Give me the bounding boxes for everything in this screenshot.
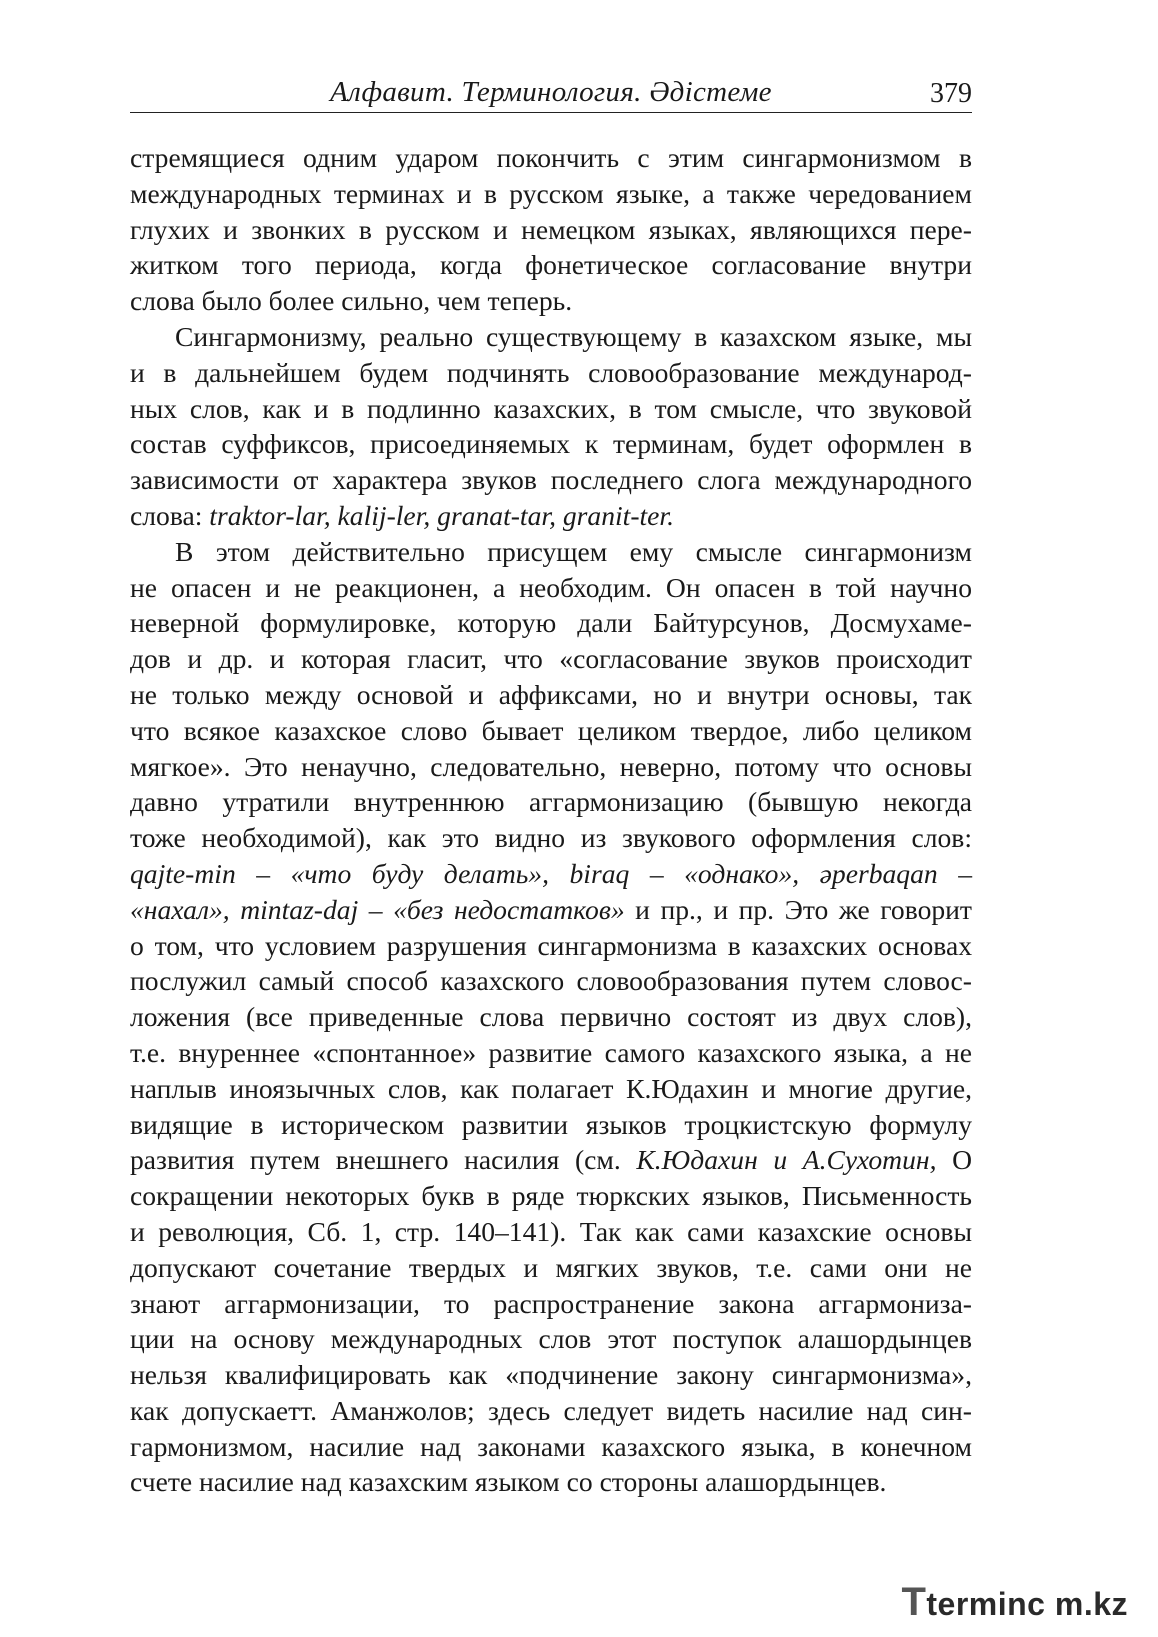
text-run: неверной формулировке, которую дали Байтурсунов, Досмухаме-	[130, 607, 972, 639]
text-line	[130, 1214, 972, 1250]
text-run: О	[936, 1144, 972, 1176]
text-run: что всякое казахское слово бывает целиком твердое, либо целиком	[130, 714, 972, 746]
italic-text: qajte-min – «что буду делать», biraq – «однако», əperbaqan –	[130, 857, 972, 889]
text-line	[130, 1107, 972, 1143]
text-run: гармонизмом, насилие над законами казахского языка, в конечном	[130, 1430, 972, 1462]
text-run: знают аггармонизации, то распространение закона аггармониза-	[130, 1287, 972, 1319]
text-run: зависимости от характера звуков последнего слога международного	[130, 464, 972, 496]
italic-text: К.Юдахин и А.Сухотин,	[636, 1144, 937, 1176]
text-run: сокращении некоторых букв в ряде тюркских языков, Письменность	[130, 1180, 972, 1212]
text-run: слова:	[130, 499, 210, 531]
paragraph	[130, 319, 972, 534]
text-line	[130, 713, 972, 749]
page-number: 379	[930, 78, 972, 109]
text-line	[130, 892, 972, 928]
text-line	[130, 677, 972, 713]
text-run: стремящиеся одним ударом покончить с этим сингармонизмом в	[130, 142, 972, 173]
text-line	[130, 391, 972, 427]
text-run: житком того периода, когда фонетическое согласование внутри	[130, 249, 972, 281]
text-run: т.е. внуреннее «спонтанное» развитие самого казахского языка, а не	[130, 1036, 972, 1068]
watermark-mark: T	[901, 1580, 927, 1624]
text-run: допускают сочетание твердых и мягких звуков, т.е. сами они не	[130, 1251, 972, 1283]
text-line	[130, 319, 972, 355]
text-line	[130, 641, 972, 677]
text-line	[130, 1178, 972, 1214]
text-run: не опасен и не реакционен, а необходим. Он опасен в той научно	[130, 571, 972, 603]
text-line	[130, 1035, 972, 1071]
text-line	[130, 856, 972, 892]
text-line	[130, 426, 972, 462]
text-run: нельзя квалифицировать как «подчинение закону сингармонизма»,	[130, 1359, 972, 1391]
text-line	[130, 1286, 972, 1322]
text-line	[130, 498, 972, 534]
text-line	[130, 1321, 972, 1357]
text-run: и пр., и пр. Это же говорит	[624, 893, 972, 925]
text-run: глухих и звонких в русском и немецком языках, являющихся пере-	[130, 213, 972, 245]
paragraph	[130, 534, 972, 1501]
text-line	[130, 1393, 972, 1429]
italic-text: «нахал», mintaz-daj – «без недостатков»	[130, 893, 625, 925]
italic-text: traktor-lar, kalij-ler, granat-tar, granit-ter.	[209, 499, 675, 531]
text-line	[130, 963, 972, 999]
text-run: и в дальнейшем будем подчинять словообразование международ-	[130, 356, 972, 388]
text-run: международных терминах и в русском языке, а также чередованием	[130, 177, 972, 209]
text-line	[130, 570, 972, 606]
text-run: наплыв иноязычных слов, как полагает К.Юдахин и многие другие,	[130, 1072, 972, 1104]
text-line	[130, 247, 972, 283]
text-line	[130, 283, 972, 319]
text-run: ложения (все приведенные слова первично состоят из двух слов),	[130, 1001, 972, 1033]
text-run: давно утратили внутреннюю аггармонизацию (бывшую некогда	[130, 786, 972, 818]
running-header-title: Алфавит. Терминология. Әдістеме	[330, 76, 772, 108]
text-line	[130, 534, 972, 570]
text-run: тоже необходимой), как это видно из звукового оформления слов:	[130, 822, 972, 854]
text-line	[130, 1429, 972, 1465]
text-line	[130, 784, 972, 820]
text-line	[130, 749, 972, 785]
text-line	[130, 1464, 972, 1500]
text-run: Сингармонизму, реально существующему в казахском языке, мы	[175, 320, 972, 352]
text-run: ных слов, как и в подлинно казахских, в том смысле, что звуковой	[130, 392, 972, 424]
text-run: и революция, Сб. 1, стр. 140–141). Так как сами казахские основы	[130, 1215, 972, 1247]
watermark-text: terminc m.kz	[926, 1586, 1128, 1622]
text-line	[130, 355, 972, 391]
text-run: дов и др. и которая гласит, что «согласование звуков происходит	[130, 643, 972, 675]
text-line	[130, 1071, 972, 1107]
text-run: ции на основу международных слов этот поступок алашордынцев	[130, 1323, 972, 1355]
body-text	[130, 140, 972, 1500]
paragraph	[130, 140, 972, 319]
text-line	[130, 1142, 972, 1178]
text-line	[130, 605, 972, 641]
text-run: не только между основой и аффиксами, но и внутри основы, так	[130, 678, 972, 710]
text-run: о том, что условием разрушения сингармонизма в казахских основах	[130, 929, 972, 961]
text-run: мягкое». Это ненаучно, следовательно, неверно, потому что основы	[130, 750, 972, 782]
text-run: состав суффиксов, присоединяемых к терминам, будет оформлен в	[130, 428, 972, 460]
text-run: развития путем внешнего насилия (см.	[130, 1144, 637, 1176]
text-line	[130, 1357, 972, 1393]
running-header	[130, 72, 972, 113]
text-run: В этом действительно присущем ему смысле сингармонизм	[175, 535, 972, 567]
text-run: слова было более сильно, чем теперь.	[130, 285, 573, 317]
text-line	[130, 1250, 972, 1286]
watermark-logo	[901, 1580, 1128, 1625]
text-line	[130, 212, 972, 248]
text-run: счете насилие над казахским языком со стороны алашордынцев.	[130, 1466, 887, 1498]
text-line	[130, 462, 972, 498]
text-line	[130, 820, 972, 856]
text-line	[130, 999, 972, 1035]
text-line	[130, 140, 972, 176]
text-line	[130, 928, 972, 964]
text-run: как допускаетт. Аманжолов; здесь следует видеть насилие над син-	[130, 1394, 972, 1426]
text-run: послужил самый способ казахского словообразования путем словос-	[130, 965, 972, 997]
text-line	[130, 176, 972, 212]
text-run: видящие в историческом развитии языков троцкистскую формулу	[130, 1108, 972, 1140]
